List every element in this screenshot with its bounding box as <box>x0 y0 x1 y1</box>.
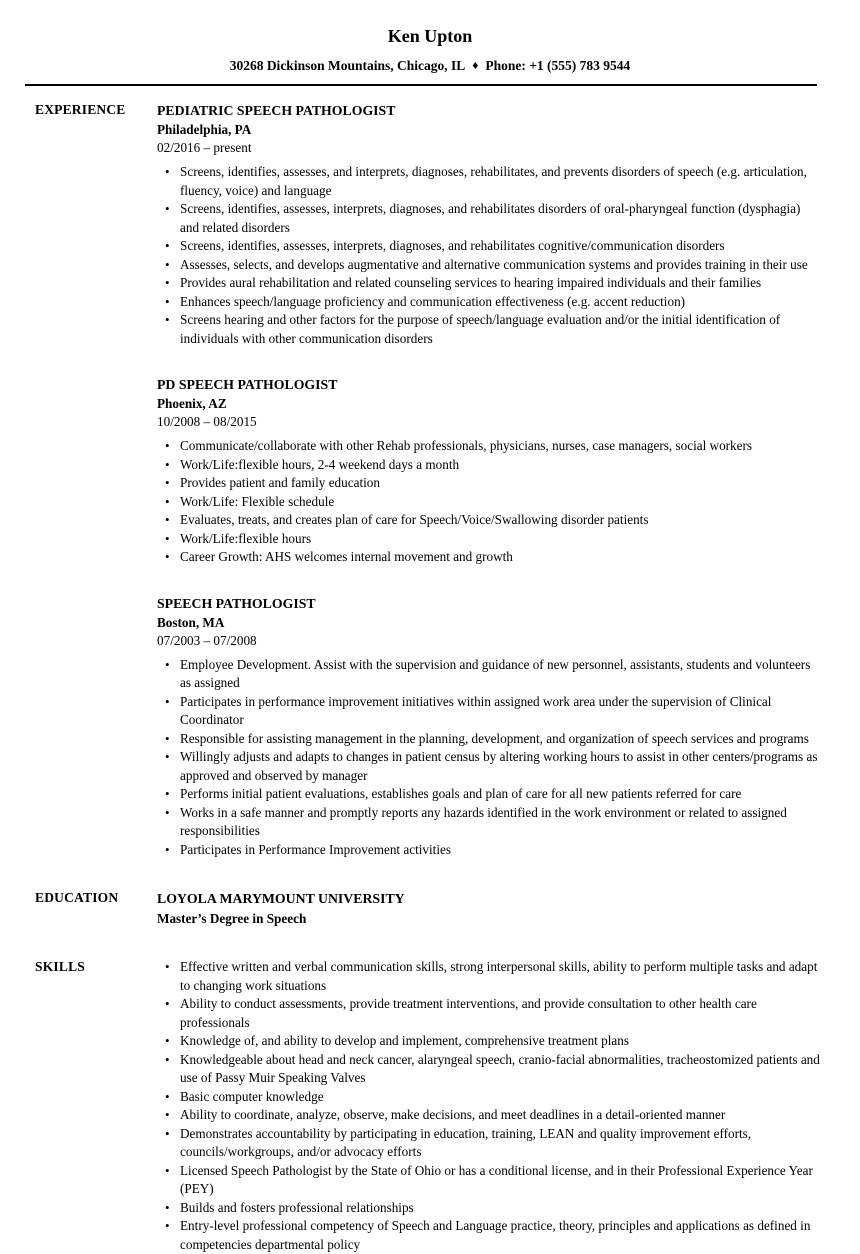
job-bullet-item: • Assesses, selects, and develops augmentative and alternative communication systems and provides training in their use <box>157 256 822 275</box>
job-location: Boston, MA <box>157 614 225 630</box>
contact-line <box>0 57 860 75</box>
section-label: EDUCATION <box>35 890 119 905</box>
job-entry <box>157 594 822 860</box>
job-bullet-item: • Provides patient and family education <box>157 474 822 493</box>
job-bullet-item: • Willingly adjusts and adapts to changes in patient census by altering working hours to assist in other centers/programs as approved and observed by manager <box>157 748 822 785</box>
job-entry <box>157 101 822 348</box>
person-name: Ken Upton <box>387 26 473 46</box>
education-school: LOYOLA MARYMOUNT UNIVERSITY <box>157 891 405 906</box>
section-content <box>157 101 822 859</box>
job-bullet-item: • Communicate/collaborate with other Rehab professionals, physicians, nurses, case managers, social workers <box>157 437 822 456</box>
job-bullet-item: • Employee Development. Assist with the supervision and guidance of new personnel, assistants, students and volunteers as assigned <box>157 656 822 693</box>
job-location: Phoenix, AZ <box>157 396 227 411</box>
job-bullet-item: • Enhances speech/language proficiency and communication effectiveness (e.g. accent reduction) <box>157 293 822 312</box>
education-degree: Master’s Degree in Speech <box>157 911 307 926</box>
skill-bullet-list <box>157 958 822 1254</box>
diamond-icon: ♦ <box>472 58 479 72</box>
job-bullet-item: • Screens, identifies, assesses, and interprets, diagnoses, rehabilitates, and prevents disorders of speech (e.g. articulation, fluency, voice) and language <box>157 163 822 200</box>
section-education <box>35 889 822 928</box>
job-bullet-list <box>157 656 822 860</box>
section-experience <box>35 101 822 859</box>
contact-phone: Phone: +1 (555) 783 9544 <box>485 58 631 73</box>
job-bullet-item: • Provides aural rehabilitation and related counseling services to hearing impaired individuals and their families <box>157 274 822 293</box>
job-bullet-item: • Participates in performance improvement initiatives within assigned work area under the supervision of Clinical Coordinator <box>157 693 822 730</box>
job-dates: 07/2003 – 07/2008 <box>157 632 257 648</box>
skill-bullet-item: • Basic computer knowledge <box>157 1088 822 1107</box>
job-bullet-item: • Screens, identifies, assesses, interprets, diagnoses, and rehabilitates cognitive/communication disorders <box>157 237 822 256</box>
job-bullet-item: • Performs initial patient evaluations, establishes goals and plan of care for all new patients referred for care <box>157 785 822 804</box>
skill-bullet-item: • Knowledgeable about head and neck cancer, alaryngeal speech, cranio-facial abnormalities, tracheostomized patients and use of Passy Muir Speaking Valves <box>157 1051 822 1088</box>
section-content <box>157 958 822 1254</box>
job-bullet-item: • Participates in Performance Improvement activities <box>157 841 822 860</box>
section-label: SKILLS <box>35 959 85 974</box>
job-bullet-list <box>157 437 822 567</box>
job-bullet-item: • Works in a safe manner and promptly reports any hazards identified in the work environment or related to assigned responsibilities <box>157 804 822 841</box>
skill-bullet-item: • Effective written and verbal communication skills, strong interpersonal skills, ability to perform multiple tasks and adapt to changing work situations <box>157 958 822 995</box>
job-bullet-item: • Screens, identifies, assesses, interprets, diagnoses, and rehabilitates disorders of oral-pharyngeal function (dysphagia) and related disorders <box>157 200 822 237</box>
section-label: EXPERIENCE <box>35 102 126 117</box>
job-entry <box>157 375 822 567</box>
job-bullet-item: • Evaluates, treats, and creates plan of care for Speech/Voice/Swallowing disorder patients <box>157 511 822 530</box>
skill-bullet-item: • Ability to conduct assessments, provide treatment interventions, and provide consultation to other health care professionals <box>157 995 822 1032</box>
skill-bullet-item: • Demonstrates accountability by participating in education, training, LEAN and quality improvement efforts, councils/workgroups, and/or advocacy efforts <box>157 1125 822 1162</box>
job-bullet-item: • Work/Life:flexible hours <box>157 530 822 549</box>
section-content <box>157 889 822 928</box>
resume-body <box>0 86 860 1254</box>
skill-bullet-item: • Licensed Speech Pathologist by the State of Ohio or has a conditional license, and in their Professional Experience Year (PEY) <box>157 1162 822 1199</box>
skill-bullet-item: • Entry-level professional competency of Speech and Language practice, theory, principles and applications as defined in competencies departmental policy <box>157 1217 822 1254</box>
job-bullet-item: • Screens hearing and other factors for the purpose of speech/language evaluation and/or the initial identification of individuals with other communication disorders <box>157 311 822 348</box>
resume-header <box>0 0 860 86</box>
skill-bullet-item: • Ability to coordinate, analyze, observe, make decisions, and meet deadlines in a detail-oriented manner <box>157 1106 822 1125</box>
job-bullet-item: • Career Growth: AHS welcomes internal movement and growth <box>157 548 822 567</box>
skill-bullet-item: • Knowledge of, and ability to develop and implement, comprehensive treatment plans <box>157 1032 822 1051</box>
job-title: SPEECH PATHOLOGIST <box>157 595 316 611</box>
job-location: Philadelphia, PA <box>157 122 252 137</box>
job-dates: 10/2008 – 08/2015 <box>157 414 257 429</box>
job-bullet-item: • Work/Life:flexible hours, 2-4 weekend days a month <box>157 456 822 475</box>
section-skills <box>35 958 822 1254</box>
education-entry <box>157 889 822 928</box>
job-bullet-item: • Work/Life: Flexible schedule <box>157 493 822 512</box>
job-bullet-list <box>157 163 822 348</box>
job-bullet-item: • Responsible for assisting management in the planning, development, and organization of speech services and programs <box>157 730 822 749</box>
job-dates: 02/2016 – present <box>157 140 252 155</box>
job-title: PD SPEECH PATHOLOGIST <box>157 377 338 392</box>
job-title: PEDIATRIC SPEECH PATHOLOGIST <box>157 103 396 118</box>
skill-bullet-item: • Builds and fosters professional relationships <box>157 1199 822 1218</box>
contact-address: 30268 Dickinson Mountains, Chicago, IL <box>229 58 466 73</box>
